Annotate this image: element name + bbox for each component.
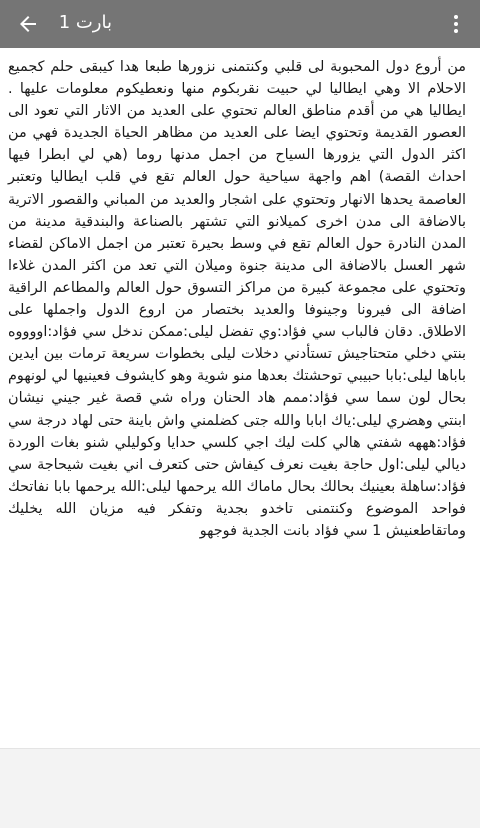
article-scroll-area[interactable] <box>0 48 480 748</box>
app-bar <box>0 0 480 48</box>
back-button[interactable] <box>8 4 48 44</box>
arrow-back-icon <box>16 12 40 36</box>
overflow-menu-button[interactable] <box>438 4 474 44</box>
page-title: بارت 1 <box>58 12 112 33</box>
bottom-blank-area <box>0 749 480 828</box>
more-vert-icon <box>444 12 468 36</box>
article-text: من أروع دول المحبوبة لى قلبي وكنتمنى نزورها طبعا هدا كيبقى حلم كجميع الاحلام الا وهي ايطاليا لي حبيت نقربكوم منها ونعطيكوم معلومات عليها . ايطاليا هي من أقدم مناطق العالم تحتوي على العديد من الاثار التي تعود الى العصور القديمة وتحتوي ايضا على العديد من مظاهر الحياة الجديدة فهي من اكثر الدول التي يزورها السياح من اجمل مدنها روما (هي لي ابطرا فيها احداث القصة) اهم واجهة سياحية حول العالم تقع في قلب ايطاليا وتعتبر العاصمة يحدها الانهار وتحتوي على اشجار والعديد من المباني والقصور الاترية بالاضافة الى مدن اخرى كميلانو التي تشتهر بالصناعة والبندقية مدينة من المدن النادرة حول العالم تقع في وسط بحيرة تعتبر من اجمل الاماكن لقضاء شهر العسل بالاضافة الى مدينة جنوة وميلان التي تعد من اكثر المدن غلاءا وتحتوي على مجموعة كبيرة من مراكز التسوق حول العالم والمطاعم الراقية اضافة الى فيرونا وجينوفا والعديد بختصار من اروع الدول واجملها على الاطلاق. دقان فالباب سي فؤاد:وي تفضل ليلى:ممكن ندخل سي فؤاد:اووووه بنتي دخلي متحتاجيش تستأدني دخلات ليلى بخطوات سريعة ترمات بين ايدين باباها ليلى:بابا حبيبي توحشتك بعدها منو شوية وهو كايشوف فعينيها لي لونهوم بحال لون سما سي فؤاد:ممم هاد الحنان وراه شي قصة غير جيني نيشان ابنتي وهضري ليلى:ياك ابابا والله جتى كضلمني واش باينة حتى لهاد درجة سي فؤاد:هههه شفتي هالي كلت ليك اجي كلسي حدايا وكوليلي شنو بغات الوردة ديالي ليلى:اول حاجة بغيت نعرف كيفاش حتى كتعرف اني بغيت شيحاجة سي فؤاد:ساهلة بعينيك بحالك بحال ماماك الله يرحمها ليلى:الله يرحمها بابا نفاتحك فواحد الموضوع وكنتمنى تاخدو بجدية وتفكر فيه مزيان الله يخليك وماتقاطعنيش 1 سي فؤاد بانت الجدية فوجهو <box>8 59 466 539</box>
